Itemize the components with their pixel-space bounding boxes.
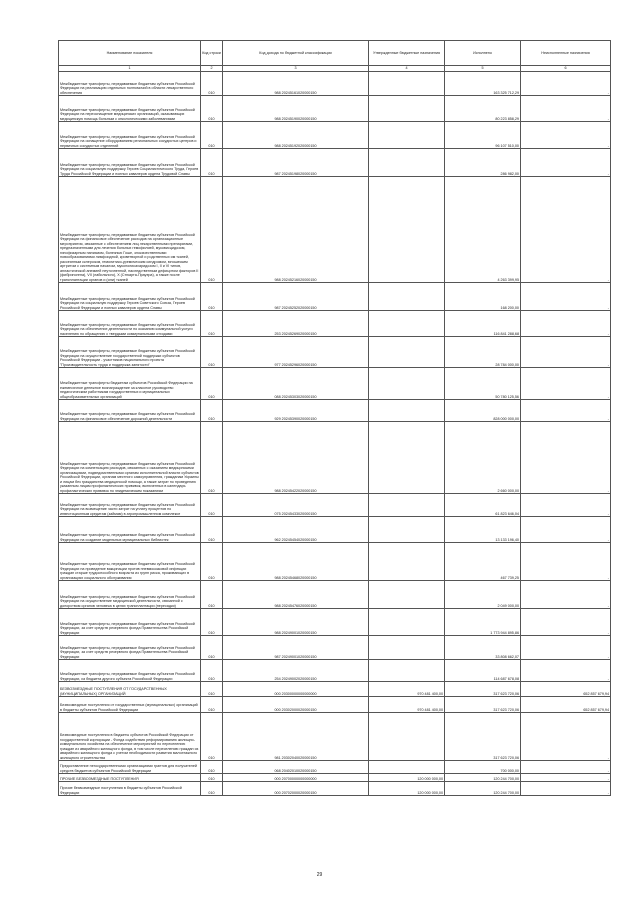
row-budget-code: 000 20300000000000000	[223, 682, 369, 697]
column-number: 6	[521, 66, 611, 72]
row-line-code: 010	[201, 660, 223, 682]
row-executed: 168 200,00	[445, 283, 521, 311]
row-name: Межбюджетные трансферты, передаваемые бюджетам субъектов Российской Федерации на финансовое обеспечение дорожной деятельности	[59, 400, 201, 422]
row-line-code: 010	[201, 761, 223, 774]
row-executed: 116 841 288,68	[445, 311, 521, 337]
row-name: Межбюджетные трансферты, передаваемые бюджетам субъектов Российской Федерации на социальную поддержку Героев Советского Союза, Героев Российской Федерации и полных кавалеров ордена Славы	[59, 283, 201, 311]
row-approved	[369, 122, 445, 149]
row-line-code: 010	[201, 96, 223, 122]
table-row	[59, 543, 611, 581]
row-not-executed: -	[521, 122, 611, 149]
row-budget-code: 987 20245198020000150	[223, 149, 369, 177]
row-not-executed: 652 857 679,94	[521, 682, 611, 697]
row-executed: 700 000,00	[445, 761, 521, 774]
row-line-code: 010	[201, 713, 223, 761]
table-row	[59, 494, 611, 517]
row-budget-code: 068 20402010020000150	[223, 761, 369, 774]
row-not-executed: -	[521, 761, 611, 774]
header-row	[59, 41, 611, 66]
table-row	[59, 400, 611, 422]
column-number: 3	[223, 66, 369, 72]
row-approved	[369, 337, 445, 368]
row-budget-code: 987 20245252020000150	[223, 283, 369, 311]
row-name: Межбюджетные трансферты, передаваемые бюджетам субъектов Российской Федерации на переоснащение медицинских организаций, оказывающих медицинскую помощь больным с онкологическими заболеваниями	[59, 96, 201, 122]
row-name: Межбюджетные трансферты, передаваемые бюджетам субъектов Российской Федерации на создание модельных муниципальных библиотек	[59, 517, 201, 543]
row-line-code: 010	[201, 697, 223, 713]
column-number: 1	[59, 66, 201, 72]
row-name: Безвозмездные поступления от государственных (муниципальных) организаций в бюджеты субъектов Российской Федерации	[59, 697, 201, 713]
header-name: Наименование показателя	[59, 41, 201, 66]
row-not-executed: -	[521, 283, 611, 311]
row-budget-code: 988 20245161020000150	[223, 72, 369, 96]
row-not-executed: -	[521, 422, 611, 494]
row-budget-code: 988 20249001020000150	[223, 609, 369, 636]
row-budget-code: 988 20245192020000150	[223, 122, 369, 149]
row-executed: 114 687 678,08	[445, 660, 521, 682]
table-row	[59, 682, 611, 697]
row-name: Межбюджетные трансферты, передаваемые бюджетам субъектов Российской Федерации на финансовое обеспечение расходов на организационные мероприятия, связанные с обеспечением лиц лекарственными препаратами, предназначенными для лечения больных гемофилией, муковисцидозом, гипофизарным нанизмом, болезнью Гоше, злокачественными новообразованиями лимфоидной, кроветворной и родственных им тканей, рассеянным склерозом, гемолитико-уремическим синдромом, юношеским артритом с системным началом, мукополисахаридозом I, II и VI типов, апластической анемией неуточненной, наследственным дефицитом факторов II (фибриногена), VII (лабильного), X (Стюарта-Прауэра), а также после трансплантации органов и (или) тканей	[59, 177, 201, 283]
row-executed: 2 049 000,00	[445, 581, 521, 609]
row-not-executed: -	[521, 337, 611, 368]
header-approved: Утвержденные бюджетные назначения	[369, 41, 445, 66]
row-executed: 61 823 646,04	[445, 494, 521, 517]
table-row	[59, 122, 611, 149]
row-line-code: 010	[201, 368, 223, 400]
row-executed: 2 660 000,00	[445, 422, 521, 494]
row-budget-code: 988 20245468020000150	[223, 543, 369, 581]
row-line-code: 010	[201, 774, 223, 782]
row-line-code: 010	[201, 609, 223, 636]
row-budget-code: 962 20245454020000150	[223, 517, 369, 543]
row-not-executed: -	[521, 517, 611, 543]
row-name: БЕЗВОЗМЕЗДНЫЕ ПОСТУПЛЕНИЯ ОТ ГОСУДАРСТВЕННЫХ (МУНИЦИПАЛЬНЫХ) ОРГАНИЗАЦИЙ	[59, 682, 201, 697]
row-budget-code: 075 20245433020000150	[223, 494, 369, 517]
row-executed: 467 739,25	[445, 543, 521, 581]
row-line-code: 010	[201, 682, 223, 697]
row-not-executed: 652 857 679,94	[521, 697, 611, 713]
table-body	[59, 72, 611, 796]
row-name: Межбюджетные трансферты, передаваемые бюджетам субъектов Российской Федерации на обеспечение деятельности по оказанию коммунальной услуги населению по обращению с твердыми коммунальными отходами	[59, 311, 201, 337]
row-executed: 50 780 125,56	[445, 368, 521, 400]
header-not-executed: Неисполненные назначения	[521, 41, 611, 66]
row-name: Межбюджетные трансферты, передаваемые бюджетам субъектов Российской Федерации на осуществление медицинской деятельности, связанной с донорством органов человека в целях трансплантации (пересадки)	[59, 581, 201, 609]
row-name: Межбюджетные трансферты, передаваемые бюджетам субъектов Российской Федерации на осуществление государственной поддержки субъектов Российской Федерации - участников национального проекта "Производительность труда и поддержка занятости"	[59, 337, 201, 368]
row-budget-code: 981 20302040020000150	[223, 713, 369, 761]
table-row	[59, 697, 611, 713]
table-row	[59, 337, 611, 368]
row-approved	[369, 761, 445, 774]
row-budget-code: 000 20302000020000150	[223, 697, 369, 713]
report-page	[58, 40, 610, 796]
row-executed: 28 784 000,00	[445, 337, 521, 368]
table-row	[59, 609, 611, 636]
table-row	[59, 368, 611, 400]
row-budget-code: 000 20700000000000000	[223, 774, 369, 782]
row-name: Межбюджетные трансферты, передаваемые бюджетам субъектов Российской Федерации на возмещение части затрат на уплату процентов по инвестиционным кредитам (займам) в агропромышленном комплексе	[59, 494, 201, 517]
row-budget-code: 977 20245296020000150	[223, 337, 369, 368]
table-row	[59, 713, 611, 761]
row-budget-code: 988 20245476020000150	[223, 581, 369, 609]
row-approved	[369, 636, 445, 660]
table-row	[59, 283, 611, 311]
row-approved: 120 000 000,00	[369, 782, 445, 796]
table-row	[59, 177, 611, 283]
row-not-executed: -	[521, 177, 611, 283]
table-row	[59, 311, 611, 337]
row-budget-code: 929 20245390020000150	[223, 400, 369, 422]
row-budget-code: 988 20245422020000150	[223, 422, 369, 494]
row-executed: 828 000 000,00	[445, 400, 521, 422]
row-executed: 96 107 510,00	[445, 122, 521, 149]
row-name: Межбюджетные трансферты бюджетам субъектов Российской Федерации на ежемесячное денежное вознаграждение за классное руководство педагогическим работникам государственных и муниципальных общеобразовательных организаций	[59, 368, 201, 400]
row-line-code: 010	[201, 283, 223, 311]
row-approved	[369, 72, 445, 96]
row-line-code: 010	[201, 149, 223, 177]
row-line-code: 010	[201, 122, 223, 149]
row-name: Межбюджетные трансферты, передаваемые бюджетам субъектов Российской Федерации, за счет средств резервного фонда Правительства Российской Федерации	[59, 636, 201, 660]
row-approved	[369, 517, 445, 543]
row-approved	[369, 581, 445, 609]
row-budget-code: 988 20245216020000150	[223, 177, 369, 283]
row-line-code: 010	[201, 177, 223, 283]
table-row	[59, 782, 611, 796]
row-not-executed: -	[521, 494, 611, 517]
row-name: Межбюджетные трансферты, передаваемые бюджетам субъектов Российской Федерации, из бюджета другого субъекта Российской Федерации	[59, 660, 201, 682]
page-number: 29	[316, 872, 323, 878]
row-budget-code: 253 20245269020000150	[223, 311, 369, 337]
table-row	[59, 72, 611, 96]
row-executed: 120 244 700,00	[445, 774, 521, 782]
row-budget-code: 988 20245190020000150	[223, 96, 369, 122]
table-row	[59, 581, 611, 609]
row-approved	[369, 400, 445, 422]
row-line-code: 010	[201, 581, 223, 609]
row-not-executed: -	[521, 636, 611, 660]
row-executed: 317 623 720,06	[445, 713, 521, 761]
row-line-code: 010	[201, 543, 223, 581]
row-not-executed: -	[521, 368, 611, 400]
row-approved	[369, 96, 445, 122]
row-not-executed: -	[521, 149, 611, 177]
row-line-code: 010	[201, 400, 223, 422]
row-name: Межбюджетные трансферты, передаваемые бюджетам субъектов Российской Федерации на социальную поддержку Героев Социалистического Труда, Героев Труда Российской Федерации и полных кавалеров ордена Трудовой Славы	[59, 149, 201, 177]
row-budget-code: 088 20245303020000150	[223, 368, 369, 400]
row-approved	[369, 149, 445, 177]
row-approved: 970 481 400,00	[369, 697, 445, 713]
row-not-executed: -	[521, 782, 611, 796]
row-not-executed: -	[521, 543, 611, 581]
row-line-code: 010	[201, 311, 223, 337]
row-executed: 80 223 858,29	[445, 96, 521, 122]
row-not-executed: -	[521, 96, 611, 122]
table-row	[59, 660, 611, 682]
row-not-executed: -	[521, 581, 611, 609]
row-approved: 120 000 000,00	[369, 774, 445, 782]
row-name: Межбюджетные трансферты, передаваемые бюджетам субъектов Российской Федерации на компенсацию расходов, связанных с оказанием медицинскими организациями, подведомственными органам исполнительной власти субъектов Российской Федерации, органам местного самоуправления, гражданам Украины и лицам без гражданства медицинской помощи, а также затрат по проведению указанным лицам профилактических прививок, включенных в календарь профилактических прививок по эпидемическим показаниям	[59, 422, 201, 494]
column-number: 5	[445, 66, 521, 72]
row-executed: 1 773 944 895,86	[445, 609, 521, 636]
row-approved	[369, 368, 445, 400]
row-approved	[369, 660, 445, 682]
row-not-executed: -	[521, 311, 611, 337]
row-name: Межбюджетные трансферты, передаваемые бюджетам субъектов Российской Федерации на проведение вакцинации против пневмококковой инфекции граждан старше трудоспособного возраста из групп риска, проживающих в организациях социального обслуживания	[59, 543, 201, 581]
row-executed: 120 244 700,00	[445, 782, 521, 796]
income-table	[58, 40, 611, 796]
row-budget-code: 000 20702000020000150	[223, 782, 369, 796]
row-name: Предоставление негосударственными организациями грантов для получателей средств бюджетов субъектов Российской Федерации	[59, 761, 201, 774]
table-row	[59, 636, 611, 660]
table-row	[59, 96, 611, 122]
table-row	[59, 774, 611, 782]
row-line-code: 010	[201, 72, 223, 96]
row-executed: 317 623 720,06	[445, 697, 521, 713]
row-approved	[369, 713, 445, 761]
row-approved	[369, 311, 445, 337]
row-budget-code: 987 20249001020000150	[223, 636, 369, 660]
row-line-code: 010	[201, 337, 223, 368]
table-row	[59, 149, 611, 177]
table-row	[59, 761, 611, 774]
row-approved: 970 481 400,00	[369, 682, 445, 697]
table-row	[59, 517, 611, 543]
header-budget-code: Код дохода по бюджетной классификации	[223, 41, 369, 66]
row-not-executed: -	[521, 774, 611, 782]
row-not-executed: -	[521, 609, 611, 636]
header-line-code: Код строки	[201, 41, 223, 66]
row-name: Межбюджетные трансферты, передаваемые бюджетам субъектов Российской Федерации, за счет средств резервного фонда Правительства Российской Федерации	[59, 609, 201, 636]
row-line-code: 010	[201, 494, 223, 517]
row-name: Безвозмездные поступления в бюджеты субъектов Российской Федерации от государственной корпорации - Фонда содействия реформированию жилищно-коммунального хозяйства на обеспечение мероприятий по переселению граждан из аварийного жилищного фонда, в том числе переселению граждан из аварийного жилищного фонда с учетом необходимости развития малоэтажного жилищного строительства	[59, 713, 201, 761]
row-budget-code: 254 20249002020000150	[223, 660, 369, 682]
row-approved	[369, 177, 445, 283]
row-line-code: 010	[201, 636, 223, 660]
header-executed: Исполнено	[445, 41, 521, 66]
row-line-code: 010	[201, 422, 223, 494]
row-executed: 317 623 720,06	[445, 682, 521, 697]
row-line-code: 010	[201, 517, 223, 543]
row-approved	[369, 609, 445, 636]
row-name: Межбюджетные трансферты, передаваемые бюджетам субъектов Российской Федерации на реализацию отдельных полномочий в области лекарственного обеспечения	[59, 72, 201, 96]
row-name: Межбюджетные трансферты, передаваемые бюджетам субъектов Российской Федерации на оснащение оборудованием региональных сосудистых центров и первичных сосудистых отделений	[59, 122, 201, 149]
row-name: Прочие безвозмездные поступления в бюджеты субъектов Российской Федерации	[59, 782, 201, 796]
row-executed: 13 133 196,40	[445, 517, 521, 543]
column-number: 4	[369, 66, 445, 72]
table-row	[59, 422, 611, 494]
row-approved	[369, 543, 445, 581]
row-name: ПРОЧИЕ БЕЗВОЗМЕЗДНЫЕ ПОСТУПЛЕНИЯ	[59, 774, 201, 782]
row-approved	[369, 283, 445, 311]
row-executed: 33 808 662,07	[445, 636, 521, 660]
row-not-executed: -	[521, 713, 611, 761]
row-not-executed: -	[521, 400, 611, 422]
row-approved	[369, 494, 445, 517]
row-executed: 4 263 399,95	[445, 177, 521, 283]
row-not-executed: -	[521, 72, 611, 96]
row-executed: 163 325 712,29	[445, 72, 521, 96]
column-number: 2	[201, 66, 223, 72]
row-not-executed: -	[521, 660, 611, 682]
row-line-code: 010	[201, 782, 223, 796]
row-approved	[369, 422, 445, 494]
row-executed: 286 982,00	[445, 149, 521, 177]
